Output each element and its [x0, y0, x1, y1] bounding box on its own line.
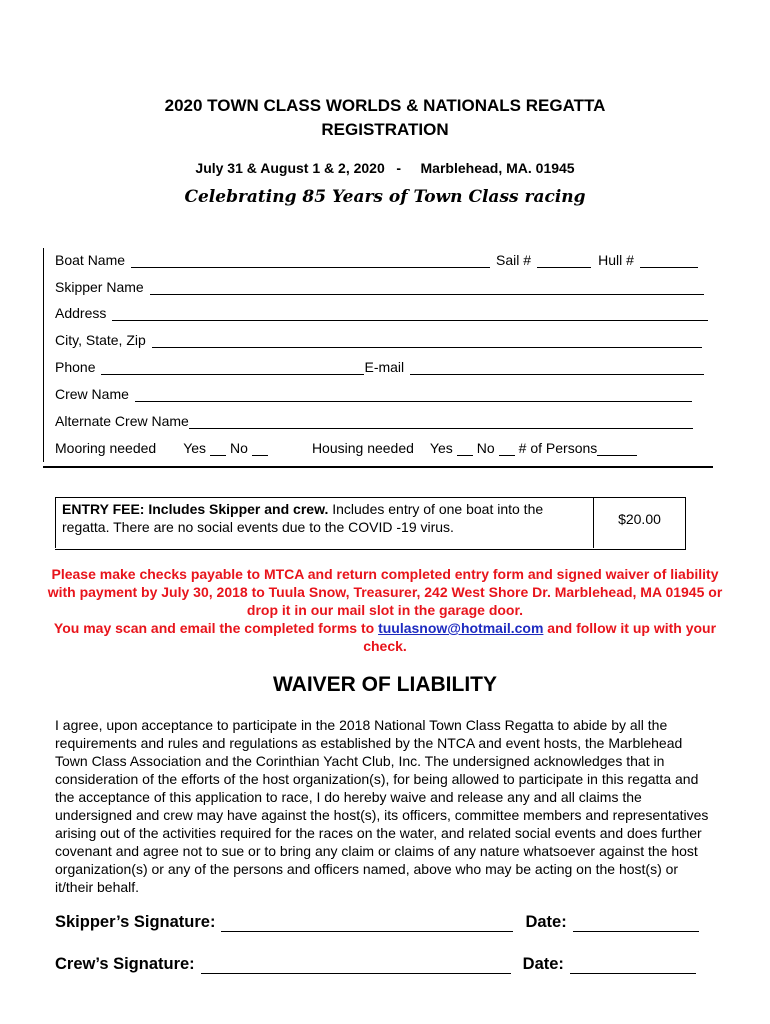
entry-fee-box-left-edge — [55, 497, 56, 548]
waiver-body: I agree, upon acceptance to participate in the 2018 National Town Class Regatta to abide by all the requirements and rules and regulations as established by the NTCA and event hosts, the Marblehead Town Class Association and the Corinthian Yacht Club, Inc. The undersigned acknowledges that in consideration of the efforts of the host organization(s), for being allowed to participate in this regatta and the acceptance of this application to race, I do hereby waive and release any and all claims the undersigned and crew may have against the host(s), its officers, committee members and representatives arising out of the activities required for the races on the water, and related social events and does further covenant and agree not to sue or to bring any claim or claims of any nature whatsoever against the host organization(s) or any of the persons and officers named, above who may be acting on the host(s) or it/their behalf. — [55, 717, 709, 895]
housing-no-field[interactable] — [499, 441, 515, 456]
email-instructions-after: and follow it up with your check. — [363, 620, 717, 654]
payment-instructions: Please make checks payable to MTCA and return completed entry form and signed waiver of liability with payment by July 30, 2018 to Tuula Snow, Treasurer, 242 West Shore Dr. Marblehead, MA 01945 or drop it in our mail slot in the garage door. — [47, 566, 723, 618]
mooring-label: Mooring needed — [55, 440, 157, 456]
form-left-border — [43, 248, 44, 462]
mooring-no-field[interactable] — [252, 441, 268, 456]
sail-number-field[interactable] — [537, 253, 591, 268]
alternate-crew-row — [55, 411, 693, 429]
address-row — [55, 303, 708, 321]
persons-field[interactable] — [597, 441, 637, 456]
skipper-name-label: Skipper Name — [55, 279, 144, 295]
skipper-date-label: Date: — [525, 913, 567, 931]
housing-no-label: No — [476, 440, 495, 456]
crew-signature-field[interactable] — [201, 956, 511, 974]
address-label: Address — [55, 305, 107, 321]
crew-name-field[interactable] — [135, 387, 692, 402]
boat-name-label: Boat Name — [55, 252, 126, 268]
phone-label: Phone — [55, 359, 96, 375]
hull-number-label: Hull # — [598, 252, 634, 268]
crew-name-row — [55, 384, 692, 402]
phone-email-row — [55, 357, 704, 375]
address-field[interactable] — [112, 306, 708, 321]
housing-yes-label: Yes — [429, 440, 453, 456]
skipper-signature-row — [55, 913, 699, 932]
crew-date-field[interactable] — [570, 956, 696, 974]
entry-fee-text — [62, 500, 587, 536]
skipper-signature-label: Skipper’s Signature: — [55, 913, 216, 931]
alternate-crew-field[interactable] — [189, 414, 693, 429]
mooring-yes-field[interactable] — [210, 441, 226, 456]
entry-fee-details: Includes entry of one boat into the regatta. There are no social events due to the COVID -19 virus. — [62, 501, 544, 535]
boat-name-row — [55, 250, 698, 268]
document-title: 2020 TOWN CLASS WORLDS & NATIONALS REGATTA — [164, 96, 606, 115]
skipper-date-field[interactable] — [573, 914, 699, 932]
entry-fee-heading: ENTRY FEE: Includes Skipper and crew. — [62, 501, 329, 517]
waiver-title: WAIVER OF LIABILITY — [273, 673, 497, 696]
celebration-banner: Celebrating 85 Years of Town Class racing — [184, 187, 586, 207]
mooring-yes-label: Yes — [183, 440, 207, 456]
email-instructions-before: You may scan and email the completed forms to — [53, 620, 379, 636]
event-dates-location: July 31 & August 1 & 2, 2020 - Marblehead, MA. 01945 — [195, 160, 575, 176]
persons-label: # of Persons — [518, 440, 598, 456]
entry-fee-amount: $20.00 — [618, 511, 661, 527]
boat-name-field[interactable] — [131, 253, 490, 268]
crew-date-label: Date: — [522, 955, 564, 973]
housing-yes-field[interactable] — [457, 441, 473, 456]
email-field[interactable] — [410, 360, 704, 375]
email-label: E-mail — [364, 359, 405, 375]
skipper-name-row — [55, 277, 704, 295]
crew-signature-label: Crew’s Signature: — [55, 955, 195, 973]
document-subtitle: REGISTRATION — [321, 120, 449, 139]
city-state-zip-field[interactable] — [152, 333, 702, 348]
city-state-zip-label: City, State, Zip — [55, 332, 146, 348]
phone-field[interactable] — [101, 360, 364, 375]
skipper-signature-field[interactable] — [221, 914, 513, 932]
hull-number-field[interactable] — [640, 253, 698, 268]
mooring-housing-row — [55, 438, 637, 456]
sail-number-label: Sail # — [496, 252, 532, 268]
crew-name-label: Crew Name — [55, 386, 129, 402]
form-bottom-divider — [43, 466, 713, 468]
city-state-zip-row — [55, 330, 702, 348]
skipper-name-field[interactable] — [150, 280, 704, 295]
crew-signature-row — [55, 955, 696, 974]
mooring-no-label: No — [230, 440, 248, 456]
payment-notice — [40, 565, 730, 655]
alternate-crew-label: Alternate Crew Name — [55, 413, 189, 429]
housing-label: Housing needed — [311, 440, 414, 456]
treasurer-email-link[interactable]: tuulasnow@hotmail.com — [378, 620, 544, 636]
